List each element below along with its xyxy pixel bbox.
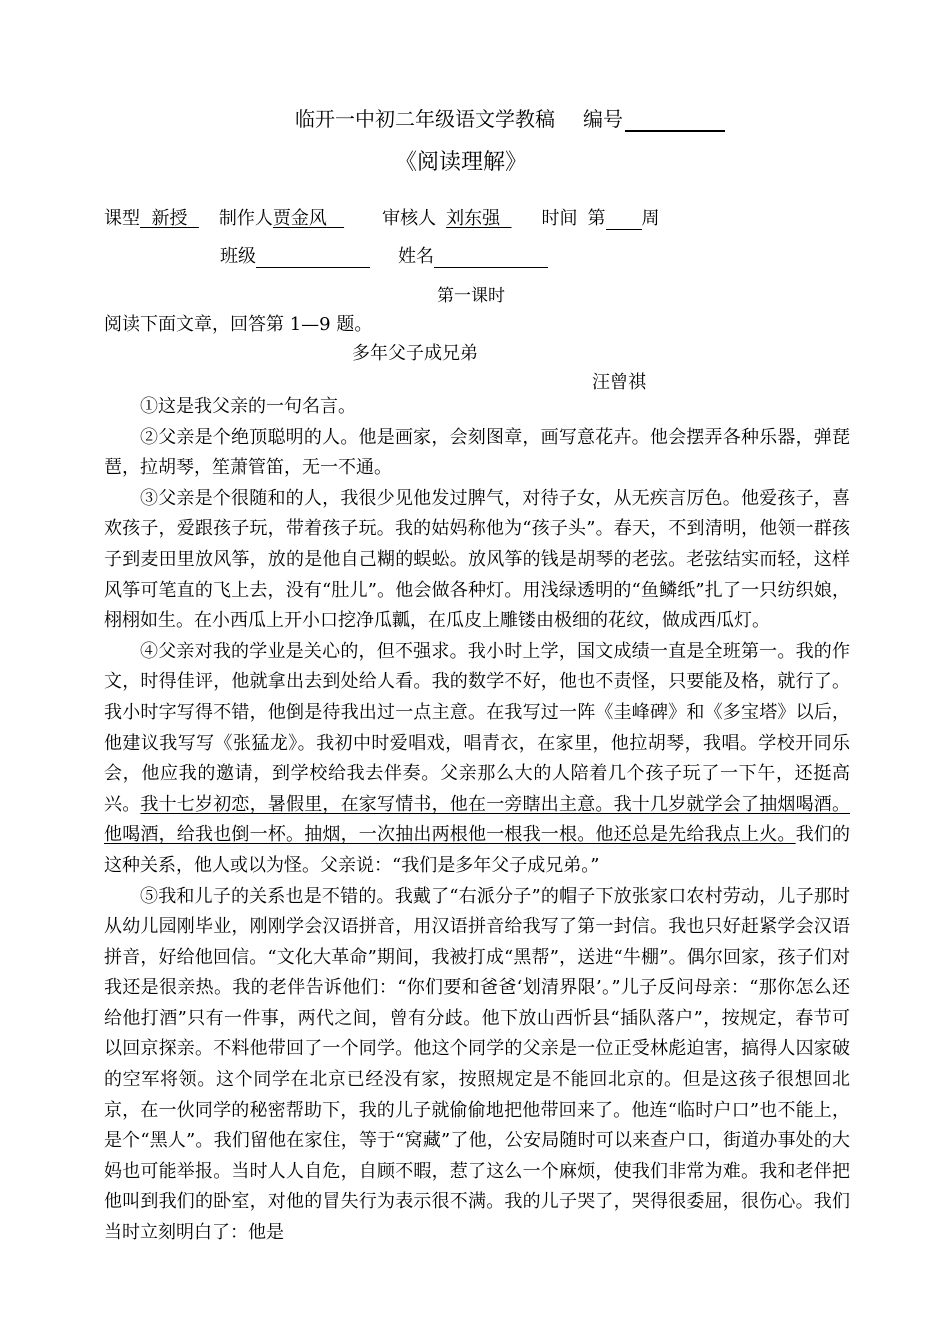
instruction: 阅读下面文章，回答第 1—9 题。 (104, 314, 373, 335)
week-prefix: 第 (587, 208, 606, 229)
class-blank (256, 249, 370, 268)
meta-row-1 (104, 204, 660, 230)
name-blank (434, 249, 548, 268)
number-blank (625, 110, 725, 132)
paragraph-4-underlined: 我十七岁初恋，暑假里，在家写情书，他在一旁瞎出主意。我十几岁就学会了抽烟喝酒。他喝酒，给我也倒一杯。抽烟，一次抽出两根他一根我一根。他还总是先给我点上火。 (104, 793, 851, 846)
lesson-label: 第一课时 (437, 286, 505, 306)
article-author: 汪曾祺 (592, 372, 646, 393)
meta-row-2 (220, 242, 548, 268)
paragraph-1: ①这是我父亲的一句名言。 (140, 396, 356, 417)
document-title (295, 103, 725, 132)
author-label: 制作人 (218, 208, 273, 229)
author-value: 贾金风 (272, 208, 327, 229)
paragraph-5: ⑤我和儿子的关系也是不错的。我戴了“右派分子”的帽子下放张家口农村劳动，儿子那时从幼儿园刚毕业，刚刚学会汉语拼音，用汉语拼音给我写了第一封信。我也只好赶紧学会汉语拼音，好给他回信。“文化大革命”期间，我被打成“黑帮”，送进“牛棚”。偶尔回家，孩子们对我还是很亲热。我的老伴告诉他们：“你们要和爸爸‘划清界限’。”儿子反问母亲：“那你怎么还给他打酒”只有一件事，两代之间，曾有分歧。他下放山西忻县“插队落户”，按规定，春节可以回京探亲。不料他带回了一个同学。他这个同学的父亲是一位正受林彪迫害，搞得人囚家破的空军将领。这个同学在北京已经没有家，按照规定是不能回北京的。但是这孩子很想回北京，在一伙同学的秘密帮助下，我的儿子就偷偷地把他带回来了。他连“临时户口”也不能上，是个“黑人”。我们留他在家住，等于“窝藏”了他，公安局随时可以来查户口，街道办事处的大妈也可能举报。当时人人自危，自顾不暇，惹了这么一个麻烦，使我们非常为难。我和老伴把他叫到我们的卧室，对他的冒失行为表示很不满。我的儿子哭了，哭得很委屈，很伤心。我们当时立刻明白了：他是 (104, 885, 850, 1244)
class-label: 班级 (220, 246, 256, 267)
paragraph-4-part-a: ④父亲对我的学业是关心的，但不强求。我小时上学，国文成绩一直是全班第一。我的作文，时得佳评，他就拿出去到处给人看。我的数学不好，他也不责怪，只要能及格，就行了。我小时字写得不错，他倒是待我出过一点主意。在我写过一阵《圭峰碑》和《多宝塔》以后，他建议我写写《张猛龙》。我初中时爱唱戏，唱青衣，在家里，他拉胡琴，我唱。学校开同乐会，他应我的邀请，到学校给我去伴奏。父亲那么大的人陪着几个孩子玩了一下午，还挺高兴。 (104, 640, 850, 815)
document-subtitle: 《阅读理解》 (395, 150, 528, 175)
type-label: 课型 (104, 208, 140, 229)
paragraph-4-part-b: 我们的这种关系，他人或以为怪。父亲说：“我们是多年父子成兄弟。” (104, 824, 851, 876)
paragraph-4 (104, 637, 850, 882)
week-suffix: 周 (641, 208, 660, 229)
article-title: 多年父子成兄弟 (352, 343, 478, 364)
title-text: 临开一中初二年级语文学教稿 (295, 107, 555, 131)
number-label: 编号 (583, 107, 623, 131)
paragraph-2: ②父亲是个绝顶聪明的人。他是画家，会刻图章，画写意花卉。他会摆弄各种乐器，弹琵琶，拉胡琴，笙萧管笛，无一不通。 (104, 426, 850, 479)
time-label: 时间 (541, 208, 578, 229)
type-value: 新授 (151, 208, 188, 229)
week-blank (606, 211, 642, 230)
reviewer-label: 审核人 (382, 208, 437, 229)
name-label: 姓名 (398, 246, 434, 267)
article-body (104, 392, 850, 1249)
paragraph-3: ③父亲是个很随和的人，我很少见他发过脾气，对待子女，从无疾言厉色。他爱孩子，喜欢孩子，爱跟孩子玩，带着孩子玩。我的姑妈称他为“孩子头”。春天，不到清明，他领一群孩子到麦田里放风筝，放的是他自己糊的蜈蚣。放风筝的钱是胡琴的老弦。老弦结实而轻，这样风筝可笔直的飞上去，没有“肚儿”。他会做各种灯。用浅绿透明的“鱼鳞纸”扎了一只纺织娘，栩栩如生。在小西瓜上开小口挖净瓜瓤，在瓜皮上雕镂由极细的花纹，做成西瓜灯。 (104, 487, 850, 632)
reviewer-value: 刘东强 (446, 208, 501, 229)
